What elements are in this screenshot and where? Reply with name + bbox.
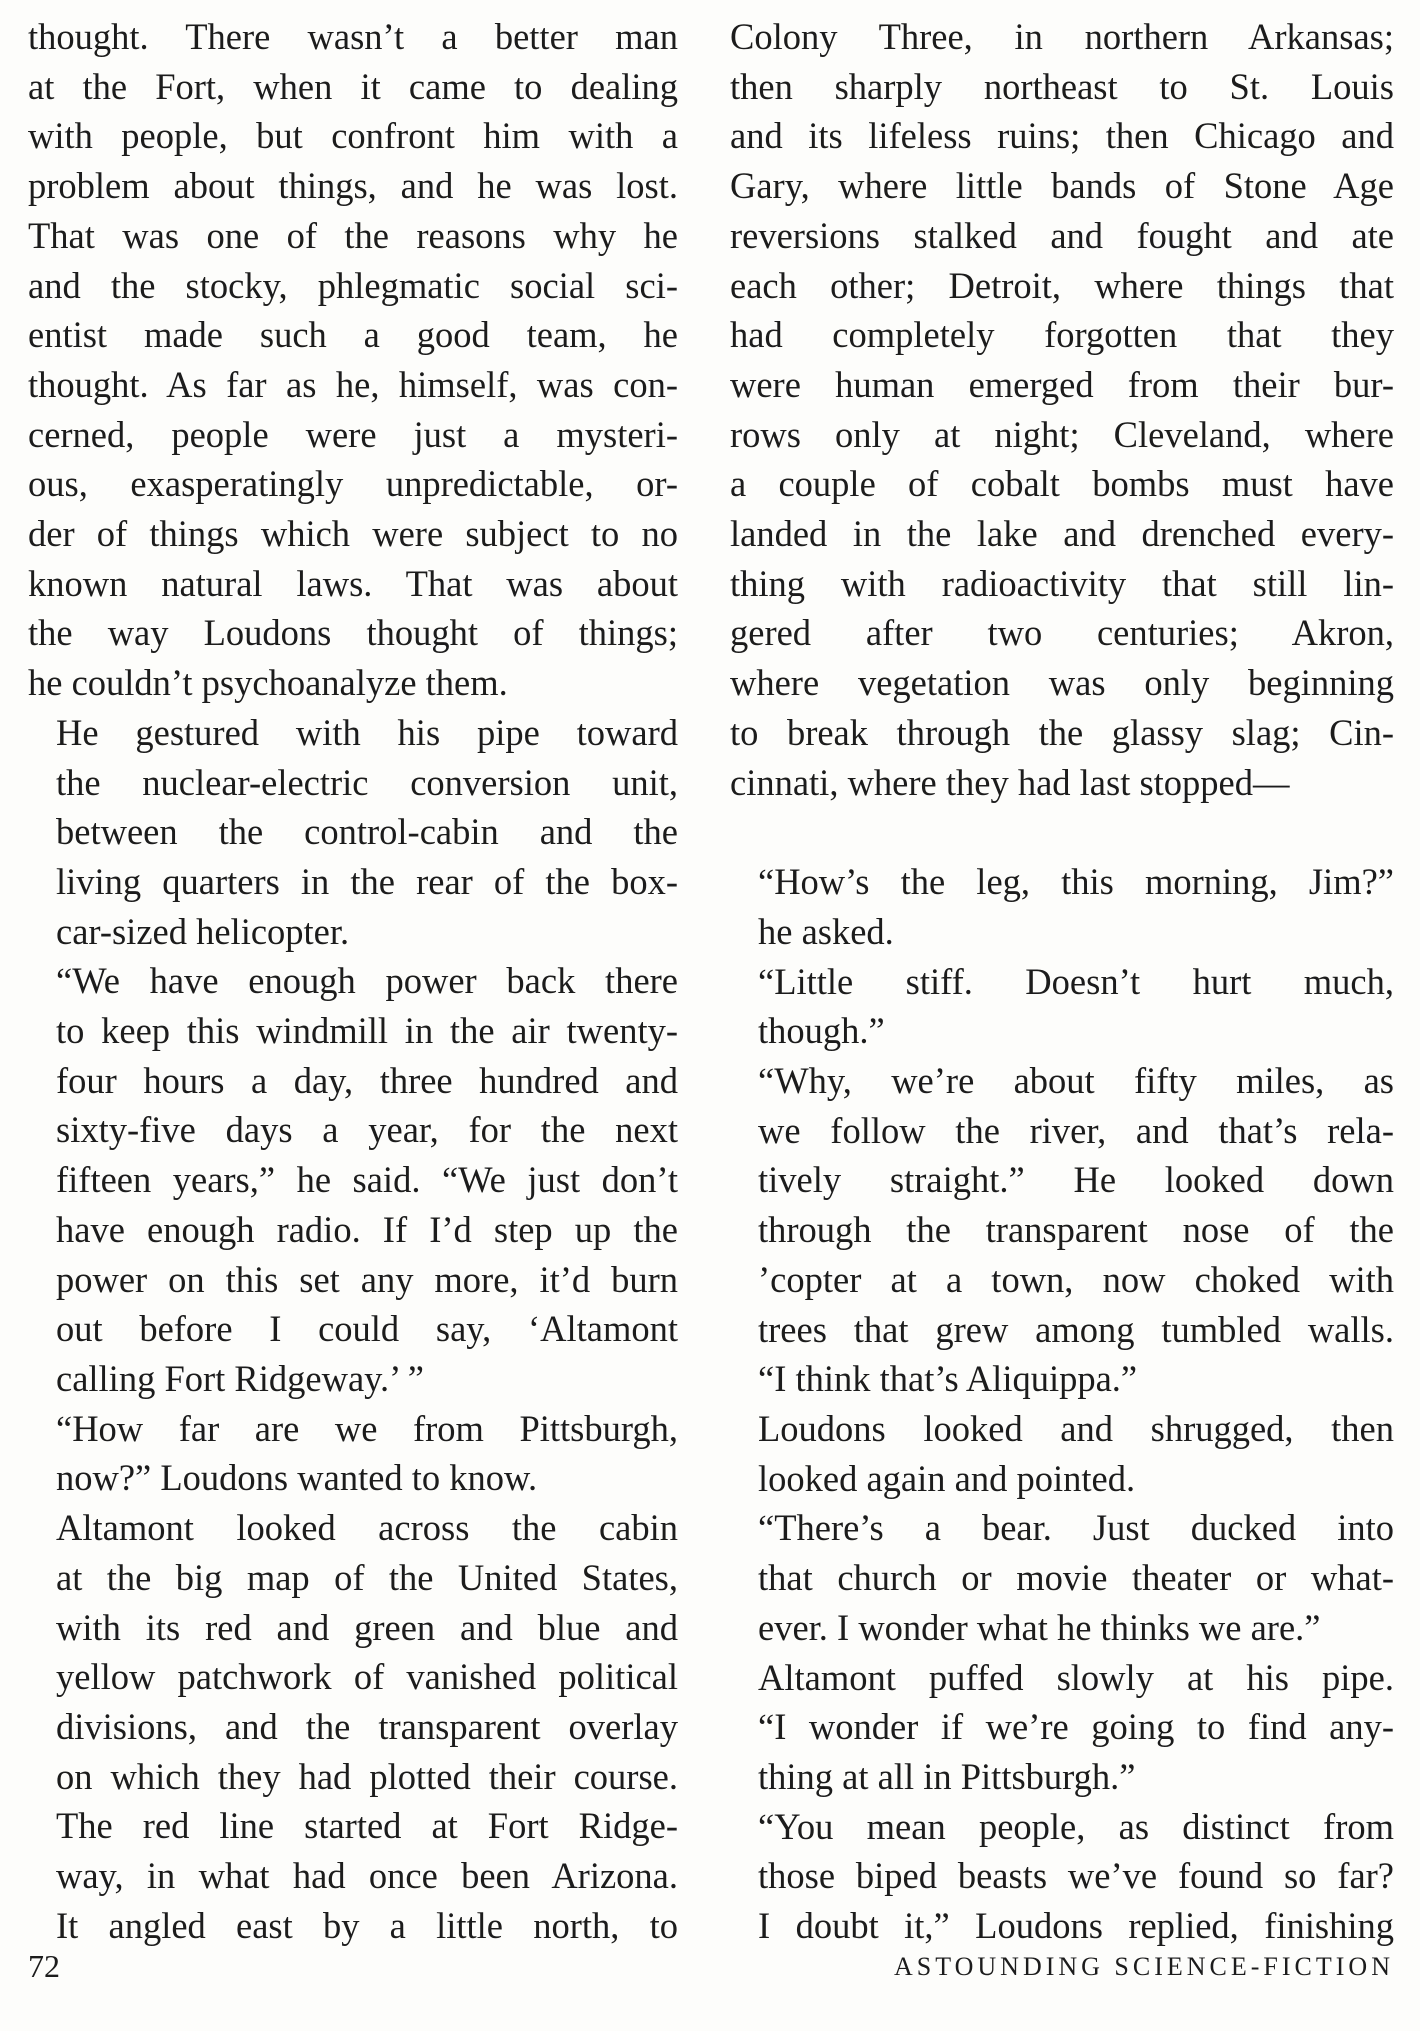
text-line: “How far are we from Pittsburgh, bbox=[56, 1407, 678, 1449]
text-line: ’copter at a town, now choked with bbox=[758, 1258, 1394, 1300]
paragraph bbox=[730, 1503, 1394, 1652]
text-line: “Little stiff. Doesn’t hurt much, bbox=[758, 960, 1394, 1002]
text-line: trees that grew among tumbled walls. bbox=[758, 1308, 1394, 1350]
text-line: way, in what had once been Arizona. bbox=[56, 1855, 678, 1897]
text-line: now?” Loudons wanted to know. bbox=[56, 1457, 538, 1499]
paragraph bbox=[730, 857, 1394, 956]
text-line: “How’s the leg, this morning, Jim?” bbox=[758, 861, 1394, 903]
text-line: cerned, people were just a mysteri- bbox=[28, 413, 678, 455]
text-line: four hours a day, three hundred and bbox=[56, 1059, 678, 1101]
text-line: to keep this windmill in the air twenty- bbox=[56, 1010, 678, 1052]
text-line: each other; Detroit, where things that bbox=[730, 264, 1394, 306]
text-line: entist made such a good team, he bbox=[28, 314, 678, 356]
text-line: It angled east by a little north, to bbox=[56, 1904, 678, 1946]
text-line: cinnati, where they had last stopped— bbox=[730, 761, 1290, 803]
text-line: thing at all in Pittsburgh.” bbox=[758, 1755, 1136, 1797]
running-title: ASTOUNDING SCIENCE-FICTION bbox=[893, 1952, 1394, 1981]
text-line: “We have enough power back there bbox=[56, 960, 678, 1002]
text-line: power on this set any more, it’d burn bbox=[56, 1258, 678, 1300]
text-line: The red line started at Fort Ridge- bbox=[56, 1805, 678, 1847]
text-line: he asked. bbox=[758, 910, 894, 952]
paragraph bbox=[28, 708, 678, 957]
text-line: with its red and green and blue and bbox=[56, 1606, 678, 1648]
text-line: der of things which were subject to no bbox=[28, 513, 678, 555]
text-line: rows only at night; Cleveland, where bbox=[730, 413, 1394, 455]
text-line: where vegetation was only beginning bbox=[730, 662, 1394, 704]
text-line: ever. I wonder what he thinks we are.” bbox=[758, 1606, 1321, 1648]
text-line: reversions stalked and fought and ate bbox=[730, 214, 1394, 256]
text-line: “I wonder if we’re going to find any- bbox=[758, 1706, 1394, 1748]
text-line: at the Fort, when it came to dealing bbox=[28, 65, 678, 107]
page-footer bbox=[28, 1948, 1394, 1998]
paragraph bbox=[730, 957, 1394, 1056]
text-line: on which they had plotted their course. bbox=[56, 1755, 678, 1797]
paragraph bbox=[730, 1653, 1394, 1802]
text-line: thought. As far as he, himself, was con- bbox=[28, 363, 678, 405]
paragraph bbox=[730, 12, 1394, 807]
right-column bbox=[730, 12, 1394, 1951]
text-line: thought. There wasn’t a better man bbox=[28, 16, 678, 57]
text-line: gered after two centuries; Akron, bbox=[730, 612, 1394, 654]
text-line: out before I could say, ‘Altamont bbox=[56, 1308, 678, 1350]
paragraph bbox=[28, 12, 678, 708]
text-line: though.” bbox=[758, 1010, 885, 1052]
text-line: yellow patchwork of vanished political bbox=[56, 1656, 678, 1698]
text-line: Colony Three, in northern Arkansas; bbox=[730, 16, 1394, 57]
text-line: “You mean people, as distinct from bbox=[758, 1805, 1394, 1847]
paragraph bbox=[28, 1503, 678, 1950]
text-line: were human emerged from their bur- bbox=[730, 363, 1394, 405]
text-line: “Why, we’re about fifty miles, as bbox=[758, 1060, 1394, 1102]
text-line: looked again and pointed. bbox=[758, 1457, 1136, 1499]
text-line: I doubt it,” Loudons replied, finishing bbox=[758, 1905, 1394, 1947]
text-line: and its lifeless ruins; then Chicago and bbox=[730, 115, 1394, 157]
text-line: problem about things, and he was lost. bbox=[28, 165, 678, 207]
text-line: we follow the river, and that’s rela- bbox=[758, 1109, 1394, 1151]
text-line: Gary, where little bands of Stone Age bbox=[730, 165, 1394, 207]
paragraph bbox=[28, 1404, 678, 1503]
text-line: have enough radio. If I’d step up the bbox=[56, 1208, 678, 1250]
paragraph bbox=[730, 1056, 1394, 1404]
text-line: landed in the lake and drenched every- bbox=[730, 513, 1394, 555]
text-line: Loudons looked and shrugged, then bbox=[758, 1407, 1394, 1449]
text-line: a couple of cobalt bombs must have bbox=[730, 463, 1394, 505]
text-line: tively straight.” He looked down bbox=[758, 1159, 1394, 1201]
text-line: then sharply northeast to St. Louis bbox=[730, 65, 1394, 107]
text-line: to break through the glassy slag; Cin- bbox=[730, 711, 1394, 753]
text-line: car-sized helicopter. bbox=[56, 910, 350, 952]
text-line: divisions, and the transparent overlay bbox=[56, 1705, 678, 1747]
text-line: sixty-five days a year, for the next bbox=[56, 1109, 678, 1151]
text-line: living quarters in the rear of the box- bbox=[56, 860, 678, 902]
text-line: those biped beasts we’ve found so far? bbox=[758, 1855, 1394, 1897]
text-line: fifteen years,” he said. “We just don’t bbox=[56, 1159, 678, 1201]
text-line: had completely forgotten that they bbox=[730, 314, 1394, 356]
text-line: with people, but confront him with a bbox=[28, 115, 678, 157]
text-line: calling Fort Ridgeway.’ ” bbox=[56, 1357, 424, 1399]
text-line: He gestured with his pipe toward bbox=[56, 711, 678, 753]
text-line: the way Loudons thought of things; bbox=[28, 612, 678, 654]
text-line: Altamont looked across the cabin bbox=[56, 1507, 678, 1549]
text-line: he couldn’t psychoanalyze them. bbox=[28, 662, 508, 704]
text-line: at the big map of the United States, bbox=[56, 1556, 678, 1598]
paragraph bbox=[730, 1802, 1394, 1951]
page-number: 72 bbox=[28, 1948, 60, 1984]
paragraph bbox=[730, 1404, 1394, 1503]
text-line: through the transparent nose of the bbox=[758, 1209, 1394, 1251]
text-line: ous, exasperatingly unpredictable, or- bbox=[28, 463, 678, 505]
text-line: and the stocky, phlegmatic social sci- bbox=[28, 264, 678, 306]
left-column bbox=[28, 12, 678, 1950]
paragraph bbox=[28, 956, 678, 1403]
text-line: that church or movie theater or what- bbox=[758, 1557, 1394, 1599]
text-line: thing with radioactivity that still lin- bbox=[730, 562, 1394, 604]
text-line: between the control-cabin and the bbox=[56, 811, 678, 853]
text-line: That was one of the reasons why he bbox=[28, 214, 678, 256]
text-line: known natural laws. That was about bbox=[28, 562, 678, 604]
text-line: “I think that’s Aliquippa.” bbox=[758, 1358, 1138, 1400]
text-line: “There’s a bear. Just ducked into bbox=[758, 1507, 1394, 1549]
text-line: the nuclear-electric conversion unit, bbox=[56, 761, 678, 803]
text-line: Altamont puffed slowly at his pipe. bbox=[758, 1656, 1394, 1698]
